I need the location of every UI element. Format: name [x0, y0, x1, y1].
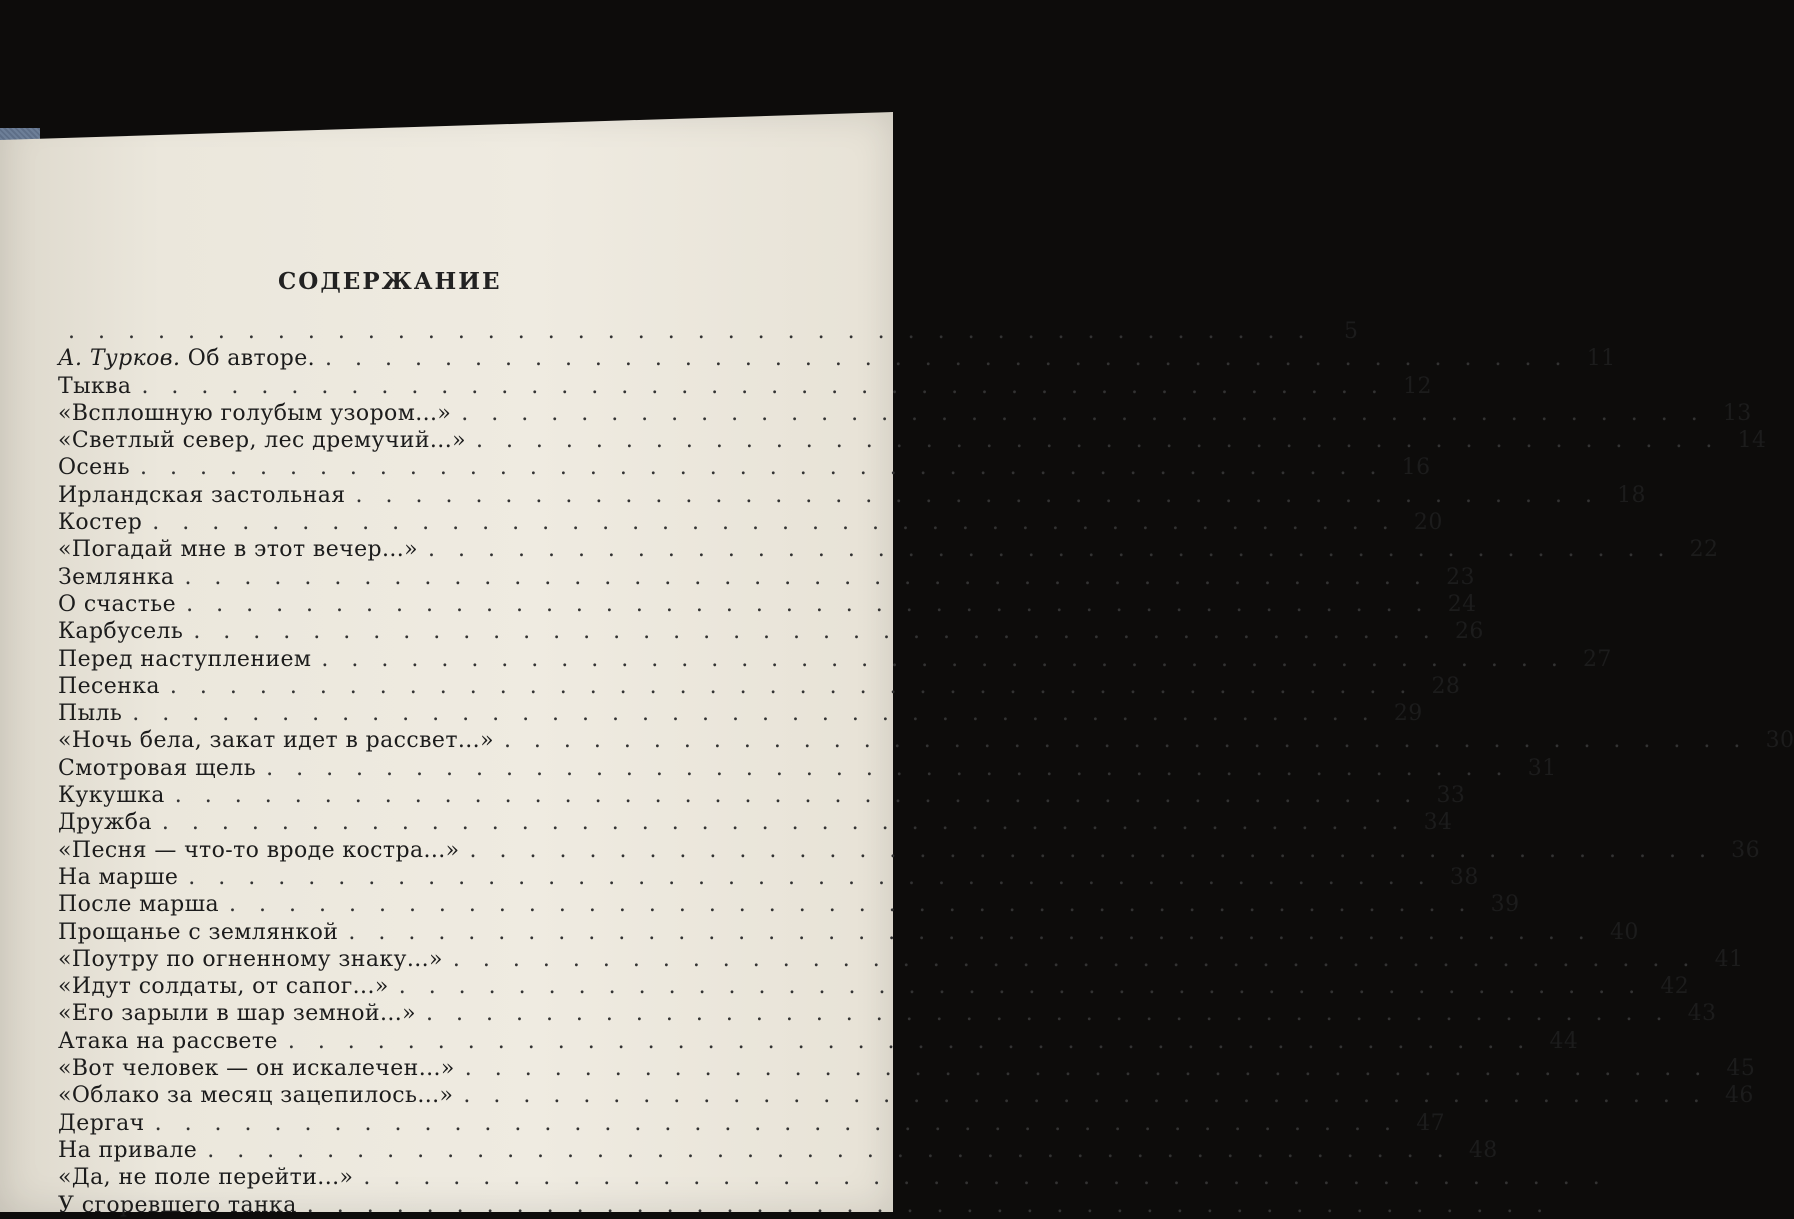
dot-leader: . . . . . . . . . . . . . . . . . . . . . . . . . . . . . . . . . . . . . . . . . . [174, 783, 1420, 809]
toc-entry-title: О счастье [58, 591, 177, 617]
toc-entry-page: 14 [1737, 428, 1767, 454]
toc-entry-page: 5 [1344, 319, 1359, 344]
toc-entry [58, 1028, 1579, 1055]
dot-leader: . . . . . . . . . . . . . . . . . . . . . . . . . . . . . . . . . . . . . . . . . . [475, 428, 1721, 454]
toc-entry [58, 809, 1453, 836]
toc-entry-page: 20 [1413, 510, 1443, 536]
toc-entry-title: Перед наступлением [58, 646, 312, 672]
toc-entry [58, 1000, 1717, 1027]
toc-entry [58, 891, 1520, 918]
toc-entry [58, 482, 1646, 509]
toc-entry-title: На привале [58, 1137, 198, 1163]
toc-entry-page: 27 [1583, 646, 1612, 672]
contents-heading: СОДЕРЖАНИЕ [278, 268, 502, 295]
dot-leader: . . . . . . . . . . . . . . . . . . . . . . . . . . . . . . . . . . . . . . . . . . [321, 646, 1566, 672]
toc-entry-title: «Всплошную голубым узором...» [58, 400, 452, 426]
toc-entry-title: Костер [58, 510, 143, 536]
toc-entry-title: «Его зарыли в шар земной...» [58, 1001, 416, 1027]
toc-entry-page: 24 [1447, 591, 1477, 617]
toc-entry-title: «Погадай мне в этот вечер...» [58, 537, 419, 563]
dot-leader: . . . . . . . . . . . . . . . . . . . . . . . . . . . . . . . . . . . . . . . . . . [140, 455, 1385, 481]
toc-entry-page: 13 [1722, 400, 1752, 426]
toc-entry [58, 700, 1423, 727]
toc-entry-page: 31 [1527, 755, 1557, 781]
dot-leader: . . . . . . . . . . . . . . . . . . . . . . . . . . . . . . . . . . . . . . . . . . [452, 946, 1698, 972]
toc-entry-title: «Поутру по огненному знаку...» [58, 946, 443, 972]
toc-entry [58, 973, 1690, 1000]
toc-entry-title: Землянка [58, 564, 175, 590]
toc-entry-title: У сгоревшего танка [58, 1192, 297, 1218]
toc-entry-title: Тыква [58, 373, 132, 399]
dot-leader: . . . . . . . . . . . . . . . . . . . . . . . . . . . . . . . . . . . . . . . . . . [426, 1001, 1671, 1027]
toc-entry [58, 454, 1431, 481]
dot-leader: . . . . . . . . . . . . . . . . . . . . . . . . . . . . . . . . . . . . . . . . . . [68, 319, 1313, 344]
toc-entry-title: «Облако за месяц зацепилось...» [58, 1083, 454, 1109]
toc-entry-title: Ирландская застольная [58, 482, 346, 508]
toc-entry-title: Дружба [58, 810, 152, 836]
toc-entry [58, 1082, 1754, 1109]
toc-entry-page: 33 [1436, 783, 1466, 809]
toc-entry-page: 22 [1689, 537, 1719, 563]
dot-leader: . . . . . . . . . . . . . . . . . . . . . . . . . . . . . . . . . . . . . . . . . . [469, 837, 1714, 863]
toc-entry-page: 44 [1549, 1028, 1579, 1054]
toc-entry-page: 45 [1726, 1056, 1756, 1082]
toc-entry-page: 39 [1490, 892, 1520, 918]
toc-entry [58, 345, 1616, 372]
toc-entry-page: 38 [1449, 864, 1479, 890]
toc-entry-title: А. Турков. Об авторе. [58, 346, 316, 372]
dot-leader: . . . . . . . . . . . . . . . . . . . . . . . . . . . . . . . . . . . . . . . . . . [152, 510, 1397, 536]
dot-leader: . . . . . . . . . . . . . . . . . . . . . . . . . . . . . . . . . . . . . . . . . . [186, 591, 1431, 617]
toc-entry-page: 40 [1610, 919, 1639, 945]
dot-leader: . . . . . . . . . . . . . . . . . . . . . . . . . . . . . . . . . . . . . . . . . . [141, 373, 1386, 399]
toc-entry-title: Прощанье с землянкой [58, 919, 339, 945]
toc-entry-page: 34 [1423, 810, 1453, 836]
toc-entry-page: 42 [1660, 974, 1690, 1000]
dot-leader: . . . . . . . . . . . . . . . . . . . . . . . . . . . . . . . . . . . . . . . . . . [266, 755, 1511, 781]
dot-leader: . . . . . . . . . . . . . . . . . . . . . . . . . . . . . . . . . . . . . . . . . . [463, 1083, 1708, 1109]
toc-entry-title: На марше [58, 864, 179, 890]
dot-leader: . . . . . . . . . . . . . . . . . . . . . . . . . . . . . . . . . . . . . . . . . . [193, 619, 1438, 645]
toc-entry-page: 26 [1454, 619, 1484, 645]
dot-leader: . . . . . . . . . . . . . . . . . . . . . . . . . . . . . . . . . . . . . . . . . . [287, 1028, 1533, 1054]
toc-entry-title: Атака на рассвете [58, 1028, 278, 1054]
toc-entry-title: Дергач [58, 1110, 145, 1136]
toc-entry-page: 43 [1687, 1001, 1717, 1027]
toc-entry [58, 837, 1760, 864]
toc-entry-page: 18 [1617, 482, 1646, 508]
toc-entry-title: «Ночь бела, закат идет в рассвет...» [58, 728, 494, 754]
toc-entry-title: Кукушка [58, 783, 165, 809]
toc-entry [58, 318, 1359, 345]
toc-entry [58, 618, 1484, 645]
toc-entry [58, 646, 1612, 673]
dot-leader: . . . . . . . . . . . . . . . . . . . . . . . . . . . . . . . . . . . . . . . . . . [363, 1165, 1608, 1191]
toc-entry-title: «Светлый север, лес дремучий...» [58, 428, 466, 454]
toc-entry [58, 564, 1475, 591]
toc-entry [58, 1164, 1608, 1191]
dot-leader: . . . . . . . . . . . . . . . . . . . . . . . . . . . . . . . . . . . . . . . . . . [461, 400, 1706, 426]
toc-entry-page: 11 [1586, 346, 1616, 372]
toc-entry-page: 16 [1401, 455, 1431, 481]
toc-entry [58, 755, 1557, 782]
toc-entry [58, 1192, 1552, 1219]
toc-entry [58, 509, 1443, 536]
toc-entry [58, 864, 1479, 891]
toc-entry [58, 946, 1744, 973]
dot-leader: . . . . . . . . . . . . . . . . . . . . . . . . . . . . . . . . . . . . . . . . . . [184, 564, 1429, 590]
toc-entry [58, 427, 1767, 454]
toc-entry-page: 46 [1725, 1083, 1754, 1109]
toc-entry-title: «Песня — что-то вроде костра...» [58, 837, 460, 863]
dot-leader: . . . . . . . . . . . . . . . . . . . . . . . . . . . . . . . . . . . . . . . . . . [161, 810, 1407, 836]
toc-entry-title: Пыль [58, 701, 123, 727]
dot-leader: . . . . . . . . . . . . . . . . . . . . . . . . . . . . . . . . . . . . . . . . . . [503, 728, 1749, 754]
toc-entry-page: 12 [1403, 373, 1432, 399]
toc-entry-title: «Да, не поле перейти...» [58, 1165, 354, 1191]
toc-entry-title: Смотровая щель [58, 755, 257, 781]
dot-leader: . . . . . . . . . . . . . . . . . . . . . . . . . . . . . . . . . . . . . . . . . . [229, 892, 1474, 918]
toc-entry [58, 919, 1639, 946]
dot-leader: . . . . . . . . . . . . . . . . . . . . . . . . . . . . . . . . . . . . . . . . . . [207, 1137, 1452, 1163]
toc-entry-page: 29 [1393, 701, 1423, 727]
dot-leader: . . . . . . . . . . . . . . . . . . . . . . . . . . . . . . . . . . . . . . . . . . [464, 1056, 1710, 1082]
toc-entry-title: Осень [58, 455, 131, 481]
toc-entry-page: 30 [1765, 728, 1794, 754]
toc-entry-title: «Вот человек — он искалечен...» [58, 1056, 455, 1082]
toc-entry-title: Песенка [58, 673, 160, 699]
toc-entry [58, 591, 1477, 618]
toc-entry-page: 28 [1431, 673, 1461, 699]
toc-entry-title: «Идут солдаты, от сапог...» [58, 974, 389, 1000]
toc-entry [58, 536, 1719, 563]
toc-entry-page: 48 [1468, 1137, 1498, 1163]
toc-entry [58, 673, 1461, 700]
dot-leader: . . . . . . . . . . . . . . . . . . . . . . . . . . . . . . . . . . . . . . . . . . [348, 919, 1593, 945]
toc-entry-page: 23 [1446, 564, 1475, 590]
dot-leader: . . . . . . . . . . . . . . . . . . . . . . . . . . . . . . . . . . . . . . . . . . [132, 701, 1377, 727]
toc-entry [58, 782, 1466, 809]
toc-entry-page: 41 [1714, 946, 1744, 972]
toc-entry [58, 1110, 1446, 1137]
toc-entry-title: После марша [58, 892, 220, 918]
dot-leader: . . . . . . . . . . . . . . . . . . . . . . . . . . . . . . . . . . . . . . . . . . [154, 1110, 1400, 1136]
table-of-contents [58, 318, 1794, 1219]
dot-leader: . . . . . . . . . . . . . . . . . . . . . . . . . . . . . . . . . . . . . . . . . . [306, 1192, 1552, 1218]
toc-entry-page: 36 [1731, 837, 1760, 863]
toc-entry [58, 1055, 1756, 1082]
dot-leader: . . . . . . . . . . . . . . . . . . . . . . . . . . . . . . . . . . . . . . . . . . [325, 346, 1570, 372]
toc-entry-title: Карбусель [58, 619, 184, 645]
toc-entry-page: 47 [1416, 1110, 1446, 1136]
toc-entry [58, 373, 1432, 400]
toc-entry [58, 727, 1794, 754]
dot-leader: . . . . . . . . . . . . . . . . . . . . . . . . . . . . . . . . . . . . . . . . . . [169, 673, 1415, 699]
toc-entry [58, 400, 1752, 427]
dot-leader: . . . . . . . . . . . . . . . . . . . . . . . . . . . . . . . . . . . . . . . . . . [355, 482, 1600, 508]
toc-entry [58, 1137, 1498, 1164]
toc-entry-author: А. Турков. [58, 346, 181, 372]
dot-leader: . . . . . . . . . . . . . . . . . . . . . . . . . . . . . . . . . . . . . . . . . . [428, 537, 1673, 563]
dot-leader: . . . . . . . . . . . . . . . . . . . . . . . . . . . . . . . . . . . . . . . . . . [188, 864, 1433, 890]
dot-leader: . . . . . . . . . . . . . . . . . . . . . . . . . . . . . . . . . . . . . . . . . . [398, 974, 1644, 1000]
